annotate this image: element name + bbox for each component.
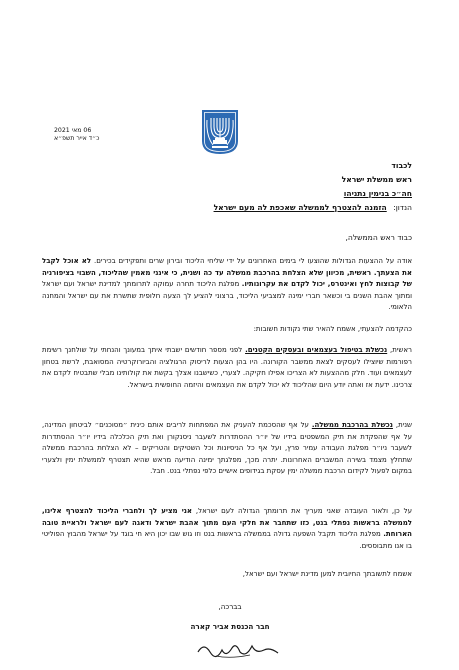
signer-name: חבר הכנסת אביר קארה — [190, 622, 270, 631]
p4-text-1: שנית, — [392, 421, 412, 429]
recipient-line-3: חה״כ בנימין נתניהו — [343, 189, 412, 198]
p1-text-2: מפלגת הליכוד תחרה עמוקה לתרומתך למדינת ישראל ועם ישראל ומתוך אהבת השנים בי וכשאר חברי ימינה למצביעי הליכוד, ברצוני להציע לך הצעה חלופית שתשרת את עם ישראל והמחנה הלאומי. — [42, 280, 412, 312]
subject-label: הנדון: — [393, 203, 412, 212]
greeting: כבוד ראש הממשלה, — [345, 233, 412, 242]
p5-text-1: על כן, ולאור העובדה שאני מעריך את תרומתך הגדולה לעם ישראל, — [192, 507, 412, 515]
p4-text-2: על אף שהסכמת להעניק את המפתחות לריבים אותם כינית ״מסוכנים״ לביטחון המדינה, על אף שהפקדת את תיק המשפטים בידיו של יו״ר ההסתדרות לשעבר ניסנקורן ואת תיק הכלכלה בידיו יו״ר ההסתדרות לשעבר ניו״ר מפלגת העבודה עמיר פרץ, ועל אף כל הניסיונות וכל השטיקים והטריקים – לא הצלחת בהרכבת ממשלה שתחלץ מצמד בשירה המשברים האחרונות. יתרה מכך, מפלגתך ימינה הודיעה מראש שהיא תצטרף לממשלת ימין ולצערי במקום לפעול לקידום הרכבת ממשלה ימין עסקת בגידופים אישיים כלפי נפתלי בנט. חבל. — [42, 421, 412, 476]
paragraph-5 — [42, 506, 412, 552]
p3-text-1: ראשית, — [387, 346, 412, 354]
date-gregorian: 06 מאי 2021 — [54, 127, 92, 134]
recipient-line-1: לכבוד — [391, 161, 412, 170]
paragraph-4 — [42, 420, 412, 478]
paragraph-3 — [42, 345, 412, 391]
paragraph-1 — [42, 256, 412, 314]
state-emblem-icon — [200, 108, 240, 156]
p1-text-1: אודה על ההצעות הגדולות שהוצעו לי בימים האחרונים על ידי שליחי הליכוד ובירון שרים ותפקידים בכירים. — [91, 257, 412, 265]
closing-regards: בברכה, — [218, 602, 242, 611]
recipient-line-2: ראש ממשלת ישראל — [341, 175, 412, 184]
subject-text: הזמנה להצטרף לממשלה שאכפת לה מעם ישראל — [213, 203, 387, 212]
date-hebrew: כ״ד אייר תשפ״א — [54, 135, 100, 142]
p4-bold: נכשלת בהרכבת ממשלה. — [311, 421, 393, 429]
p3-text-2: לפני מספר חודשים ישבתי איתך במעונך והנחתי על שולחנך רשימת רפורמות שיוצילו לעסקים לצאת ממשבר הקורונה. היו בהן הצעות לריסוק הרגולציה והביורוקרטיה המסואבת, לרשת בטחון לעצמאים ועוד. חלק מההצעות לא הצריכו אפילו חקיקה. לצערי, כשישבנו אצלך בקשת את קולותינו מבלי שתבטיח לקדם את צרכינו. ידעת אז ואתה יודע היום שהליכוד לא יכול לקדם את העצמאים והיזמה החופשית בישראל. — [42, 346, 412, 389]
p1-bold: לא אוכל לקבל את הצעתך. ראשית, מכיוון שלא הצלחת בהרכבת ממשלה עד כה ושנית, כי אינני מאמין שהליכוד, השבוי בציפורניה של קבוצות לחץ ואינטרס, יכול לקדם את עקרונותיו. — [42, 257, 412, 289]
recipient-block — [162, 159, 412, 201]
paragraph-6: אשמח לתשובתך החיובית למען מדינת ישראל ועם ישראל, — [242, 570, 412, 578]
date-block — [54, 127, 99, 143]
handwritten-signature — [190, 638, 285, 662]
p3-bold: נכשלת בטיפול בעצמאים ובעסקים הקטנים. — [245, 346, 388, 354]
p5-text-2: מפלגת הליכוד תקבל השפעה גדולה בממשלה בראשות בנט וזו גוש שבו יכון היא חי בוגד על ישראל מהבוץ הפוליטי בו אנו מתבוססים. — [42, 530, 412, 550]
paragraph-2: כהקדמה להצעתי, אשמח להאיר שתי נקודות חשובות: — [253, 325, 412, 333]
subject-line — [42, 203, 412, 212]
p5-bold: אני מציע לך ולחברי הליכוד להצטרף אלינו, לממשלה בראשות נפתלי בנט, כזו שתחבר את חלקי העם מתוך אהבת ישראל ודאגה לעם ישראל ולראיית טובה הארוחת. — [42, 507, 412, 539]
